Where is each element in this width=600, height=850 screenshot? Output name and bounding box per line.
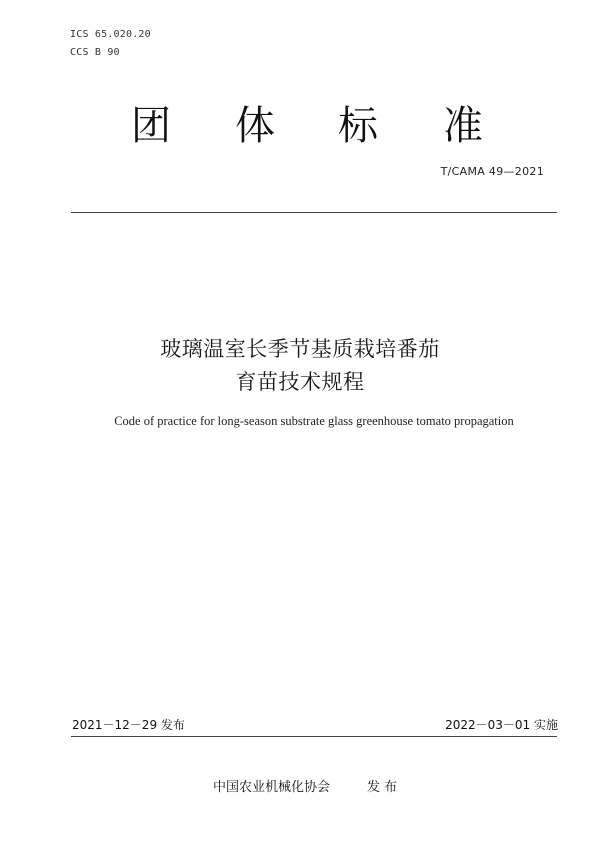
implementation-date: 2022－03－01 实施 (445, 718, 558, 732)
standard-type-char-4: 准 (443, 103, 483, 149)
ccs-code: CCS B 90 (70, 47, 120, 58)
standard-code: T/CAMA 49—2021 (440, 165, 544, 178)
publish-label: 发 布 (367, 780, 398, 795)
chinese-title-line-1: 玻璃温室长季节基质栽培番茄 (160, 337, 440, 361)
publisher-name: 中国农业机械化协会 (213, 780, 331, 795)
top-divider (71, 212, 557, 213)
english-title: Code of practice for long-season substrate glass greenhouse tomato propagation (114, 414, 514, 428)
ics-code: ICS 65.020.20 (70, 29, 151, 40)
standard-type-char-2: 体 (235, 103, 275, 149)
issue-date: 2021－12－29 发布 (72, 718, 185, 732)
standard-type-char-1: 团 (131, 103, 171, 149)
standard-type-char-3: 标 (338, 103, 378, 149)
chinese-title-line-2: 育苗技术规程 (235, 370, 365, 394)
standard-type-heading (0, 100, 600, 152)
bottom-divider (71, 736, 557, 737)
